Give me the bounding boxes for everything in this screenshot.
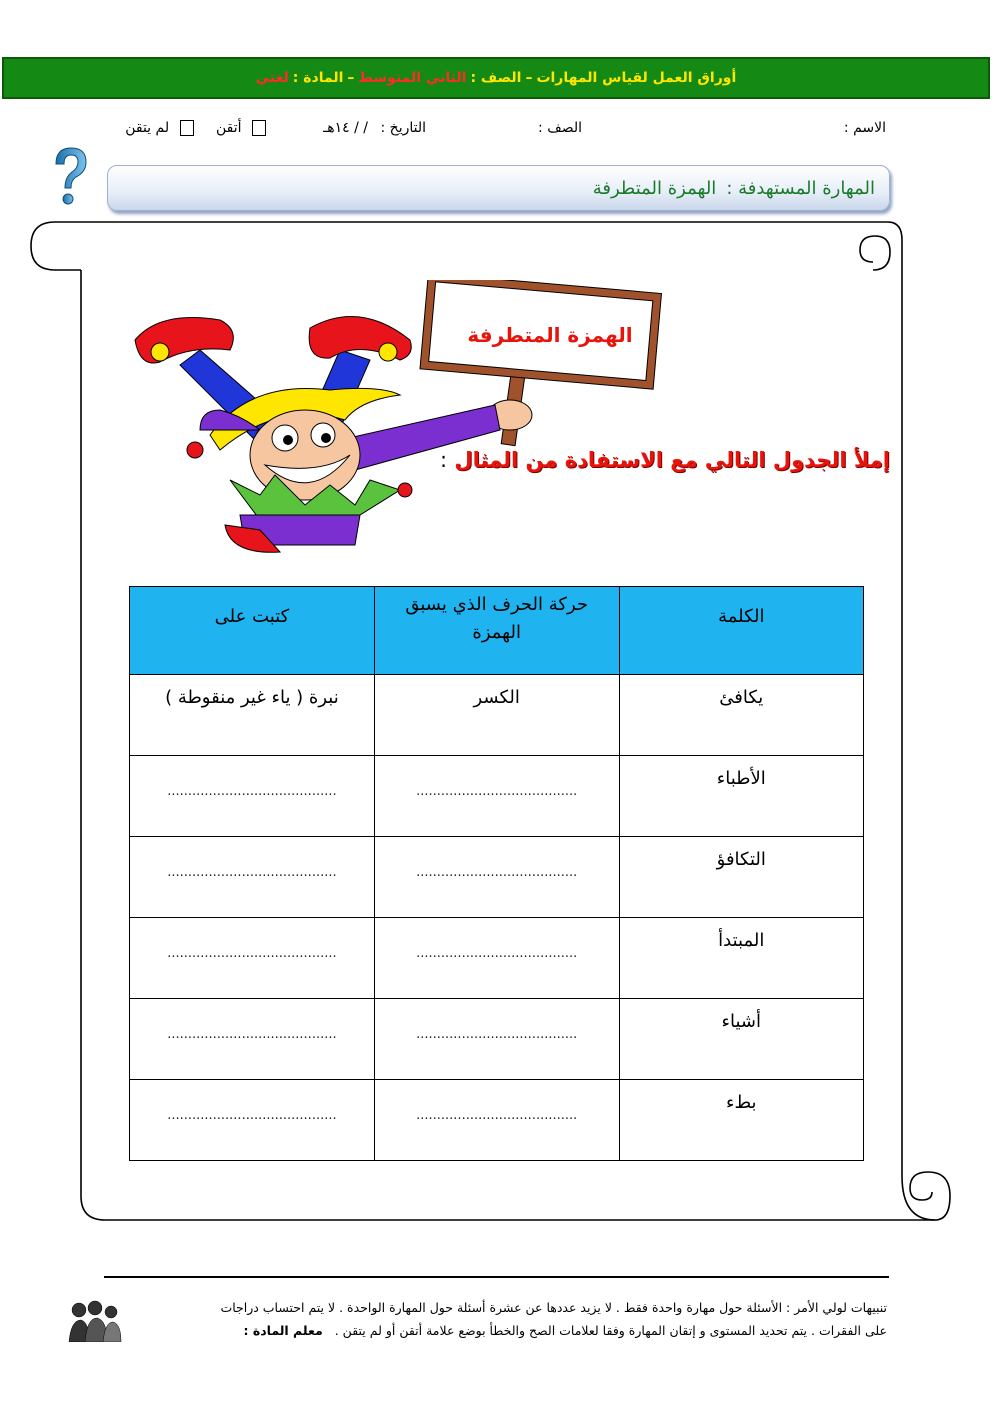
header-separator: – xyxy=(347,70,355,86)
cell-vowel-blank[interactable] xyxy=(374,756,619,837)
answer-blank[interactable]: ......................................... xyxy=(167,865,337,880)
footer-line-2 xyxy=(135,1319,887,1342)
instruction-colon: : xyxy=(439,448,448,472)
cell-vowel-blank[interactable] xyxy=(374,918,619,999)
cell-vowel-blank[interactable] xyxy=(374,837,619,918)
mastered-label: أتقن xyxy=(216,120,242,136)
answer-blank[interactable]: ....................................... xyxy=(416,784,578,799)
name-label: الاسم : xyxy=(843,120,886,136)
answer-blank[interactable]: ......................................... xyxy=(167,946,337,961)
table-row xyxy=(130,918,864,999)
table-row xyxy=(130,837,864,918)
table-row xyxy=(130,756,864,837)
cell-word: يكافئ xyxy=(619,675,863,756)
cell-word: الأطباء xyxy=(619,756,863,837)
cell-written-on-blank[interactable] xyxy=(130,999,375,1080)
answer-blank[interactable]: ....................................... xyxy=(416,865,578,880)
cell-written-on-blank[interactable] xyxy=(130,756,375,837)
header-grade-value: الثاني المتوسط xyxy=(358,70,467,86)
column-header-written-on: كتبت على xyxy=(130,587,375,675)
cell-written-on-blank[interactable] xyxy=(130,1080,375,1161)
cell-written-on-blank[interactable] xyxy=(130,837,375,918)
skill-value: الهمزة المتطرفة xyxy=(592,177,717,199)
header-subject-value: لغتي xyxy=(255,70,289,86)
cell-written-on: نبرة ( ياء غير منقوطة ) xyxy=(130,675,375,756)
cell-word: أشياء xyxy=(619,999,863,1080)
header-subject-label: المادة : xyxy=(292,70,344,86)
header-title: أوراق العمل لقياس المهارات xyxy=(536,70,737,86)
cell-written-on-blank[interactable] xyxy=(130,918,375,999)
header-grade-label: الصف : xyxy=(470,70,522,86)
class-label: الصف : xyxy=(538,120,582,136)
instruction xyxy=(439,448,890,472)
not-mastered-label: لم يتقن xyxy=(125,120,170,136)
table-row xyxy=(130,1080,864,1161)
answer-blank[interactable]: ......................................... xyxy=(167,1108,337,1123)
answer-blank[interactable]: ....................................... xyxy=(416,1108,578,1123)
answer-blank[interactable]: ....................................... xyxy=(416,1027,578,1042)
cell-word: المبتدأ xyxy=(619,918,863,999)
column-header-word: الكلمة xyxy=(619,587,863,675)
footer-line-2-text: على الفقرات . يتم تحديد المستوى و إتقان المهارة وفقا لعلامات الصح والخطأ بوضع علامة أتقن أو لم يتقن . xyxy=(334,1323,887,1338)
date-value: / / ١٤هـ xyxy=(323,120,369,136)
table-header-row xyxy=(130,587,864,675)
table-row xyxy=(130,999,864,1080)
header-separator: – xyxy=(525,70,533,86)
footer-divider xyxy=(104,1276,889,1278)
hamza-table xyxy=(129,586,864,1161)
cell-word: التكافؤ xyxy=(619,837,863,918)
cell-vowel: الكسر xyxy=(374,675,619,756)
skill-label: المهارة المستهدفة : xyxy=(726,177,875,199)
teacher-label: معلم المادة : xyxy=(243,1323,323,1338)
cell-vowel-blank[interactable] xyxy=(374,1080,619,1161)
answer-blank[interactable]: ......................................... xyxy=(167,1027,337,1042)
column-header-vowel: حركة الحرف الذي يسبق الهمزة xyxy=(374,587,619,675)
footer-notes xyxy=(135,1296,887,1342)
cell-word: بطء xyxy=(619,1080,863,1161)
jester-with-sign-illustration xyxy=(130,280,670,555)
instruction-text: إملأ الجدول التالي مع الاستفادة من المثال xyxy=(454,448,890,472)
answer-blank[interactable]: ......................................... xyxy=(167,784,337,799)
answer-blank[interactable]: ....................................... xyxy=(416,946,578,961)
sign-text: الهمزة المتطرفة xyxy=(467,323,633,347)
cell-vowel-blank[interactable] xyxy=(374,999,619,1080)
date-label: التاريخ : xyxy=(380,120,426,136)
footer-line-1: تنبيهات لولي الأمر : الأسئلة حول مهارة واحدة فقط . لا يزيد عددها عن عشرة أسئلة حول المهارة الواحدة . لا يتم احتساب دراجات xyxy=(220,1300,887,1315)
table-row xyxy=(130,675,864,756)
people-group-icon xyxy=(67,1298,123,1342)
